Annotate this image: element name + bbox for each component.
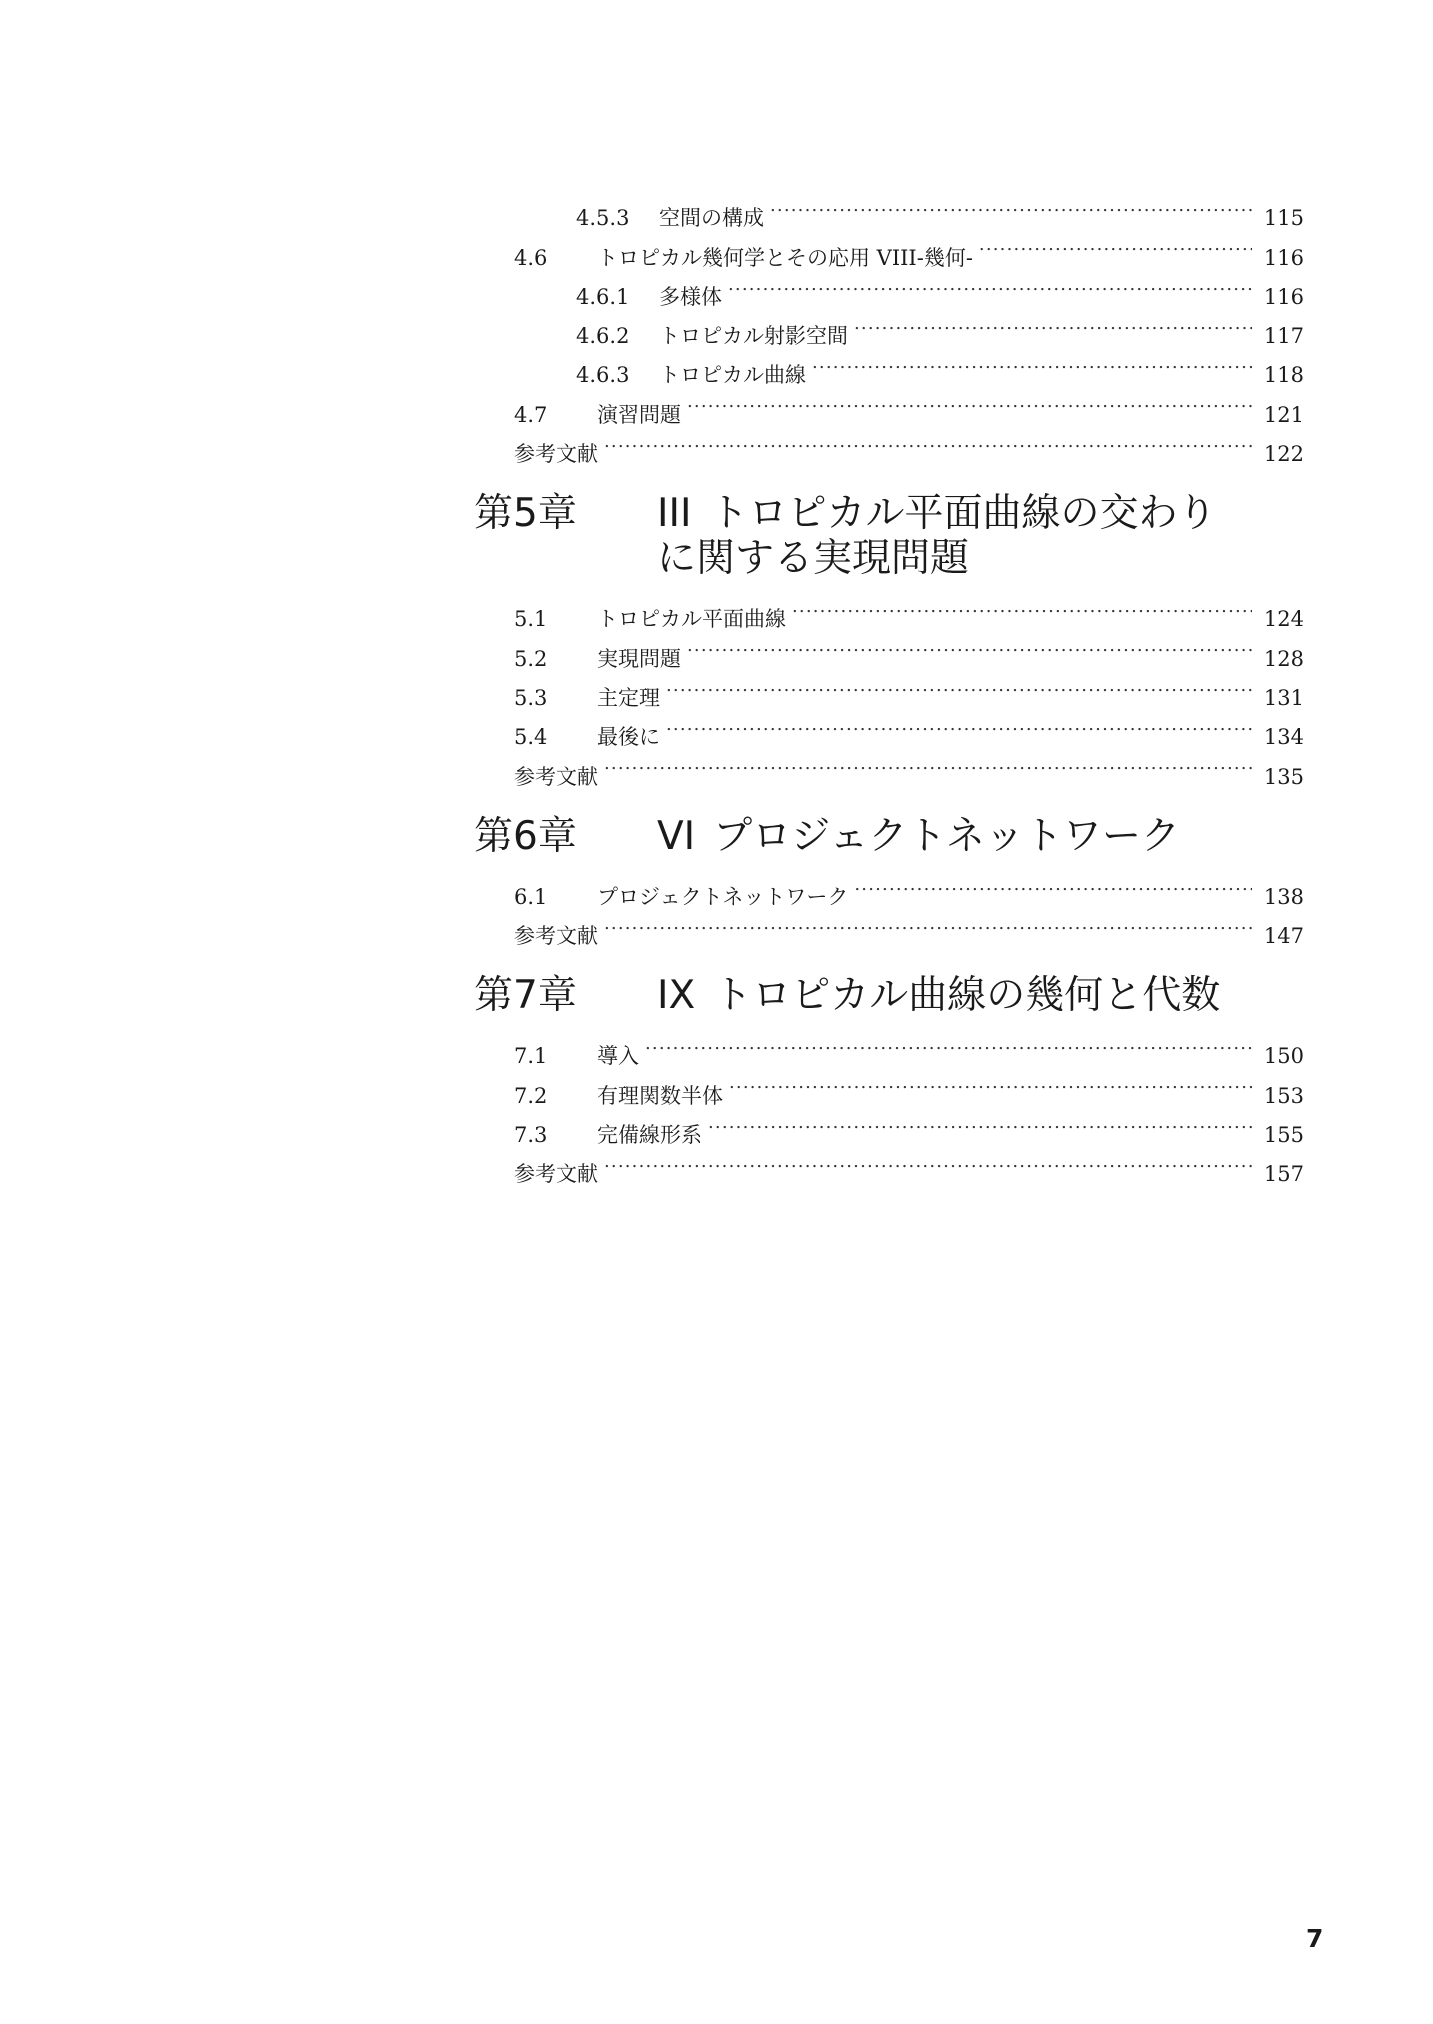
toc-entry-title: 最後に [597,725,660,750]
toc-entry-title: 導入 [597,1044,639,1069]
chapter-title-block [657,814,1237,859]
dot-leader [792,587,1252,626]
toc-entry-title: 有理関数半体 [597,1083,723,1108]
toc-entry-title: トロピカル曲線 [659,363,806,388]
toc-entry-references[interactable] [514,1142,1304,1187]
toc-entry-page: 131 [1263,685,1304,710]
chapter-heading[interactable] [474,973,1304,1018]
toc-entry[interactable] [514,1063,1304,1108]
toc-entry-number: 5.2 [514,646,548,671]
toc-entry-page: 117 [1263,324,1304,349]
toc-entry-page: 122 [1263,442,1304,467]
dot-leader [604,904,1252,943]
toc-entry-number: 4.5.3 [576,206,630,231]
toc-entry[interactable] [514,304,1304,349]
toc-entry-title: トロピカル平面曲線 [597,607,786,632]
toc-entry-page: 153 [1263,1083,1304,1108]
toc-entry-title: 空間の構成 [659,206,764,231]
toc-entry-title: 主定理 [597,685,660,710]
toc-entry-number: 5.4 [514,725,548,750]
dot-leader [604,744,1252,783]
toc-entry-page: 124 [1263,607,1304,632]
toc-entry-page: 138 [1263,884,1304,909]
toc-entry[interactable] [514,587,1304,632]
toc-entry-title: 参考文献 [514,924,598,949]
toc-entry-title: 参考文献 [514,1162,598,1187]
chapter-number: 第6章 [474,813,577,859]
toc-entry-title: 実現問題 [597,646,681,671]
dot-leader [645,1024,1252,1063]
dot-leader [604,1142,1252,1181]
dot-leader [812,343,1252,382]
toc-entry-number: 5.1 [514,607,548,632]
chapter-title: トロピカル平面曲線の交わりに関する実現問題 [657,491,1217,582]
toc-entry-title: 演習問題 [597,402,681,427]
table-of-contents [474,186,1304,1187]
chapter-number: 第5章 [474,491,577,537]
dot-leader [604,422,1252,461]
dot-leader [666,666,1252,705]
toc-entry-page: 128 [1263,646,1304,671]
toc-entry-number: 4.6.1 [576,284,630,309]
dot-leader [729,1063,1252,1102]
toc-entry[interactable] [514,265,1304,309]
dot-leader [854,865,1252,904]
toc-entry[interactable] [514,865,1304,909]
toc-entry-number: 5.3 [514,685,548,710]
chapter-heading[interactable] [474,491,1304,581]
toc-entry-number: 4.7 [514,402,548,427]
toc-entry-title: トロピカル射影空間 [659,324,848,349]
toc-entry-title: 参考文献 [514,442,598,467]
toc-entry-page: 116 [1263,245,1304,270]
toc-entry[interactable] [514,666,1304,710]
toc-entry-page: 121 [1263,402,1304,427]
toc-entry-page: 147 [1263,924,1304,949]
toc-entry-page: 118 [1263,363,1304,388]
toc-entry-title: プロジェクトネットワーク [597,884,849,909]
toc-entry-title: 参考文献 [514,764,598,789]
page-number: 7 [1306,1924,1324,1953]
toc-entry-page: 150 [1263,1044,1304,1069]
toc-entry[interactable] [514,1103,1304,1148]
toc-entry[interactable] [514,382,1304,427]
toc-entry-number: 4.6 [514,245,548,270]
toc-entry[interactable] [514,1024,1304,1069]
toc-entry[interactable] [514,343,1304,388]
toc-entry-number: 4.6.2 [576,324,630,349]
toc-entry-page: 155 [1263,1123,1304,1148]
toc-entry[interactable] [514,186,1304,231]
toc-entry-number: 4.6.3 [576,363,630,388]
dot-leader [854,304,1252,343]
toc-entry-references[interactable] [514,744,1304,789]
toc-entry-number: 6.1 [514,884,548,909]
toc-entry-title: トロピカル幾何学とその応用 VIII-幾何- [597,245,973,270]
chapter-title-block [657,491,1237,581]
dot-leader [687,626,1252,665]
toc-entry-page: 135 [1263,764,1304,789]
toc-entry-page: 116 [1263,284,1304,309]
toc-entry-page: 134 [1263,725,1304,750]
toc-entry-references[interactable] [514,422,1304,467]
chapter-part-roman: III [657,491,692,537]
toc-entry-page: 157 [1263,1162,1304,1187]
toc-entry-page: 115 [1263,206,1304,231]
dot-leader [979,225,1252,264]
chapter-heading[interactable] [474,814,1304,859]
dot-leader [770,186,1252,225]
chapter-part-roman: IX [657,973,696,1019]
chapter-title: プロジェクトネットワーク [713,813,1181,859]
toc-entry-number: 7.1 [514,1044,548,1069]
toc-entry-number: 7.3 [514,1123,548,1148]
chapter-number: 第7章 [474,973,577,1019]
chapter-title-block [657,973,1237,1018]
toc-entry-title: 多様体 [659,284,722,309]
toc-entry-references[interactable] [514,904,1304,949]
toc-entry[interactable] [514,225,1304,270]
dot-leader [666,705,1252,744]
toc-entry-title: 完備線形系 [597,1123,702,1148]
toc-entry-number: 7.2 [514,1083,548,1108]
toc-entry[interactable] [514,705,1304,750]
dot-leader [708,1103,1252,1142]
dot-leader [687,382,1252,421]
chapter-title: トロピカル曲線の幾何と代数 [713,973,1221,1019]
chapter-part-roman: VI [657,813,696,859]
toc-entry[interactable] [514,626,1304,671]
dot-leader [728,265,1252,304]
